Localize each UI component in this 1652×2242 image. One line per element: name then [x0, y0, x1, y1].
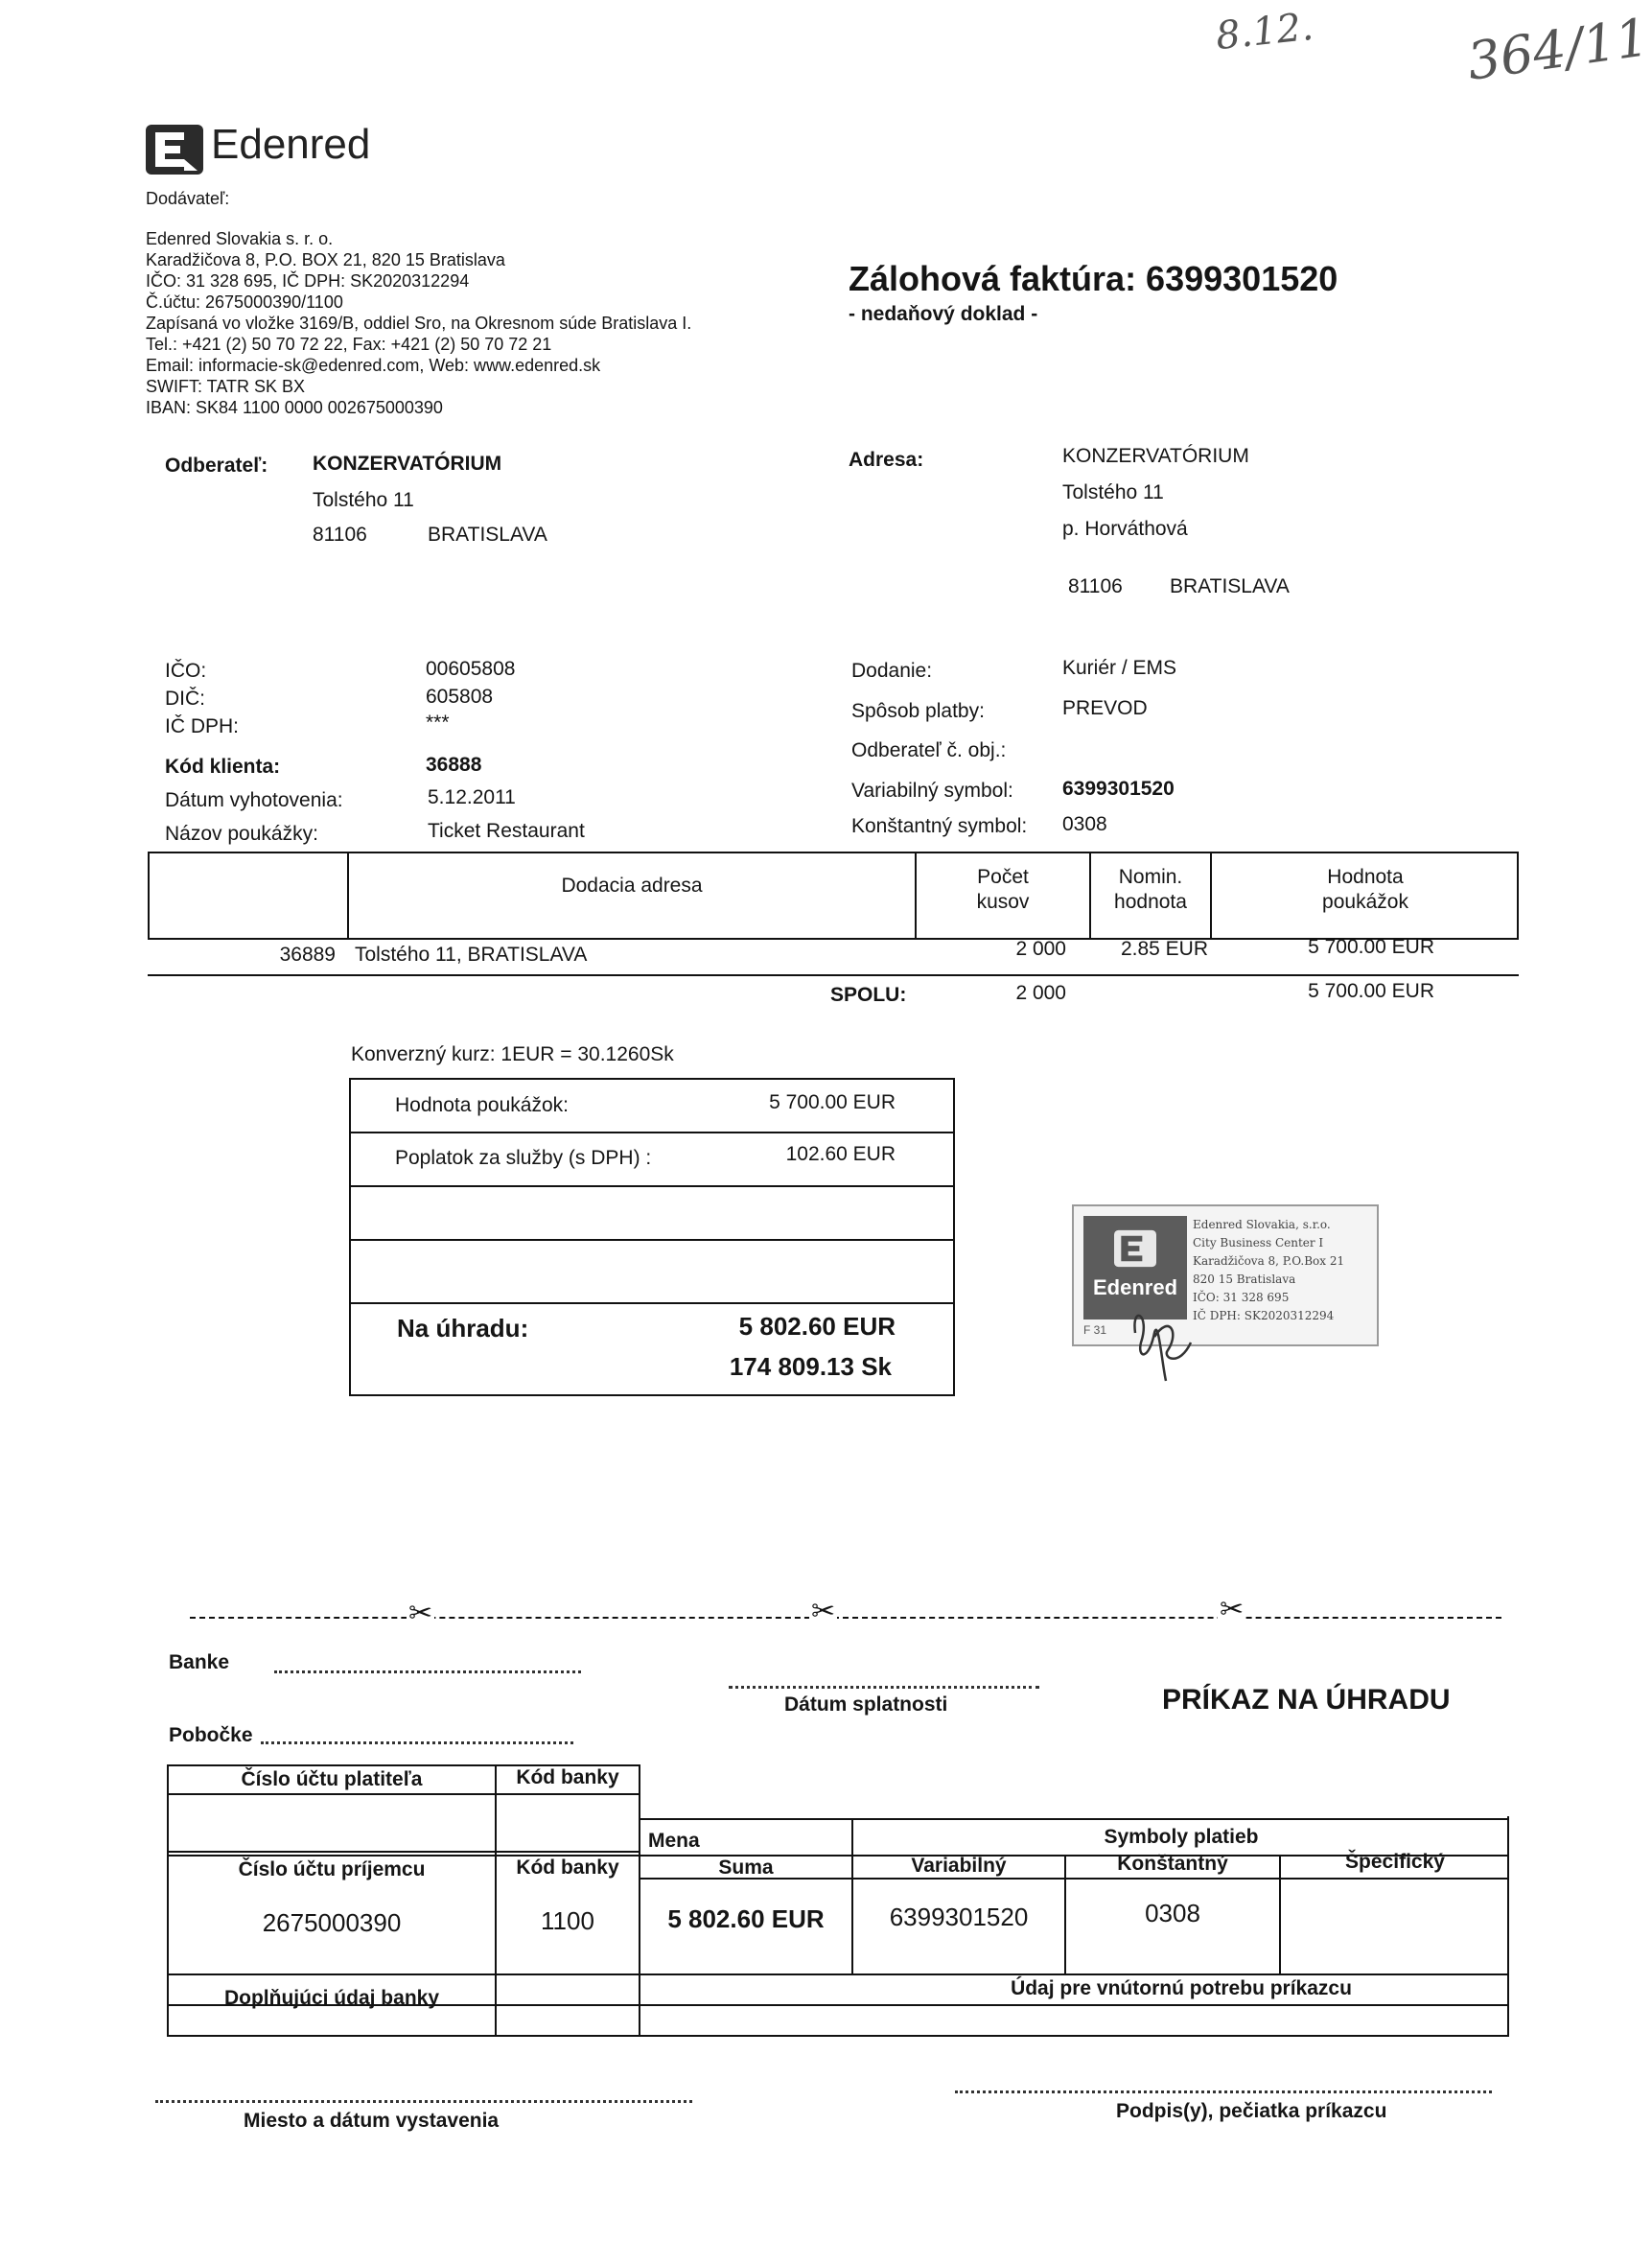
scissors-icon: ✂ [408, 1598, 433, 1629]
col-count-line2: kusov [976, 891, 1030, 913]
address-street: Tolstého 11 [1062, 481, 1164, 503]
customer-label: Odberateľ: [165, 455, 268, 477]
constant-symbol-label: Konštantný symbol: [851, 815, 1028, 837]
address-name: KONZERVATÓRIUM [1062, 445, 1249, 467]
voucher-name-label: Názov poukážky: [165, 823, 318, 845]
bank-label: Banke [169, 1651, 230, 1673]
client-code-label: Kód klienta: [165, 756, 281, 778]
stamp-line: Karadžičova 8, P.O.Box 21 [1193, 1254, 1345, 1268]
specific-label: Špecifický [1345, 1851, 1445, 1873]
payment-method-value: PREVOD [1062, 697, 1148, 719]
constant-label: Konštantný [1117, 1853, 1228, 1875]
bank-code-label-2: Kód banky [516, 1857, 619, 1879]
voucher-value-label: Hodnota poukážok: [395, 1094, 569, 1116]
ic-dph-value: *** [426, 712, 450, 734]
supplier-line: Zapísaná vo vložke 3169/B, oddiel Sro, na Okresnom súde Bratislava I. [146, 314, 692, 333]
amount-label: Suma [718, 1857, 774, 1879]
constant-value: 0308 [1145, 1899, 1200, 1927]
total-separator [148, 974, 1519, 976]
branch-dotted-line [261, 1741, 573, 1744]
bank-code-label: Kód banky [516, 1766, 619, 1788]
supplier-line: Tel.: +421 (2) 50 70 72 22, Fax: +421 (2) 50 70 72 21 [146, 335, 552, 354]
col-nominal-line2: hodnota [1114, 891, 1187, 913]
col-count-line1: Počet [977, 866, 1029, 888]
symbols-label: Symboly platieb [1104, 1826, 1259, 1848]
row-client-code: 36889 [279, 944, 336, 966]
dic-label: DIČ: [165, 688, 205, 710]
variable-symbol-label: Variabilný symbol: [851, 780, 1013, 802]
handwritten-date-note: 8.12. [1213, 4, 1315, 59]
payee-account-label: Číslo účtu príjemcu [238, 1858, 426, 1880]
supplier-line: IBAN: SK84 1100 0000 002675000390 [146, 398, 443, 417]
stamp-line: IČO: 31 328 695 [1193, 1291, 1290, 1304]
amount-due-label: Na úhradu: [397, 1314, 529, 1343]
address-attn: p. Horváthová [1062, 518, 1188, 540]
amount-due-eur: 5 802.60 EUR [738, 1312, 896, 1341]
constant-symbol-value: 0308 [1062, 813, 1107, 835]
dic-value: 605808 [426, 686, 494, 708]
col-value-line2: poukážok [1322, 891, 1408, 913]
total-value: 5 700.00 EUR [1308, 980, 1434, 1002]
customer-street: Tolstého 11 [313, 489, 414, 511]
scissors-icon: ✂ [1220, 1594, 1245, 1625]
bank-code-value: 1100 [541, 1906, 594, 1935]
payee-account-value: 2675000390 [262, 1908, 402, 1937]
delivery-value: Kuriér / EMS [1062, 657, 1177, 679]
voucher-value-amount: 5 700.00 EUR [769, 1091, 896, 1113]
stamp-line: IČ DPH: SK2020312294 [1193, 1309, 1335, 1322]
total-label: SPOLU: [830, 984, 907, 1006]
scissors-icon: ✂ [811, 1596, 836, 1627]
signature [1112, 1275, 1227, 1390]
address-city: BRATISLAVA [1170, 575, 1290, 597]
client-code-value: 36888 [426, 754, 482, 776]
customer-name: KONZERVATÓRIUM [313, 453, 502, 475]
supplier-line: Email: informacie-sk@edenred.com, Web: www.edenred.sk [146, 356, 601, 375]
internal-use-label: Údaj pre vnútornú potrebu príkazcu [1011, 1977, 1352, 1999]
handwritten-number-note: 364/11 [1463, 7, 1652, 92]
issue-date-value: 5.12.2011 [428, 786, 516, 808]
order-number-label: Odberateľ č. obj.: [851, 739, 1007, 761]
service-fee-amount: 102.60 EUR [785, 1143, 896, 1165]
summary-box [349, 1078, 955, 1396]
customer-zip: 81106 [313, 524, 367, 546]
supplier-line: Karadžičova 8, P.O. BOX 21, 820 15 Bratislava [146, 250, 505, 269]
invoice-subtitle: - nedaňový doklad - [849, 303, 1038, 325]
stamp-line: Edenred Slovakia, s.r.o. [1193, 1218, 1331, 1231]
col-count [917, 865, 1089, 915]
stamp-logo-text: Edenred [1092, 1275, 1178, 1299]
supplier-line: Edenred Slovakia s. r. o. [146, 229, 334, 248]
voucher-name-value: Ticket Restaurant [428, 820, 585, 842]
signature-label: Podpis(y), pečiatka príkazcu [1116, 2100, 1387, 2122]
customer-city: BRATISLAVA [428, 524, 547, 546]
row-address: Tolstého 11, BRATISLAVA [355, 944, 588, 966]
stamp-code: F 31 [1083, 1323, 1107, 1337]
bank-info-label: Doplňujúci údaj banky [223, 1987, 440, 2009]
supplier-label: Dodávateľ: [146, 189, 230, 208]
supplier-block [146, 228, 691, 418]
variable-value: 6399301520 [889, 1903, 1029, 1931]
payer-account-label: Číslo účtu platiteľa [241, 1768, 423, 1790]
bank-dotted-line [274, 1670, 581, 1673]
row-nominal: 2.85 EUR [1120, 938, 1208, 960]
due-date-label: Dátum splatnosti [784, 1693, 948, 1716]
stamp-line: 820 15 Bratislava [1193, 1273, 1296, 1286]
col-voucher-value [1212, 865, 1519, 915]
col-value-line1: Hodnota [1327, 866, 1404, 888]
row-value: 5 700.00 EUR [1308, 936, 1434, 958]
amount-value: 5 802.60 EUR [667, 1904, 825, 1933]
brand-name: Edenred [211, 121, 371, 168]
issue-date-label: Dátum vyhotovenia: [165, 789, 343, 811]
delivery-label: Dodanie: [851, 660, 933, 682]
cut-line [190, 1617, 1501, 1619]
conversion-rate: Konverzný kurz: 1EUR = 30.1260Sk [351, 1043, 674, 1065]
supplier-line: IČO: 31 328 695, IČ DPH: SK2020312294 [146, 271, 470, 291]
col-delivery-address: Dodacia adresa [561, 875, 703, 897]
invoice-title: Zálohová faktúra: 6399301520 [849, 259, 1338, 298]
row-count: 2 000 [1015, 938, 1066, 960]
address-label: Adresa: [849, 449, 924, 471]
amount-due-sk: 174 809.13 Sk [729, 1352, 892, 1381]
address-zip: 81106 [1068, 575, 1123, 597]
service-fee-label: Poplatok za služby (s DPH) : [395, 1147, 652, 1169]
col-nominal-line1: Nomin. [1118, 866, 1183, 888]
place-date-label: Miesto a dátum vystavenia [244, 2110, 500, 2132]
supplier-line: SWIFT: TATR SK BX [146, 377, 306, 396]
total-count: 2 000 [1015, 982, 1066, 1004]
branch-label: Pobočke [169, 1724, 253, 1746]
due-date-dotted-line [729, 1686, 1039, 1689]
payment-order-title: PRÍKAZ NA ÚHRADU [1162, 1684, 1451, 1716]
stamp-line: City Business Center I [1193, 1236, 1324, 1249]
edenred-logo-icon [146, 125, 203, 175]
col-nominal [1091, 865, 1210, 915]
ico-value: 00605808 [426, 658, 516, 680]
currency-label: Mena [648, 1830, 700, 1852]
place-date-dotted-line [155, 2100, 692, 2103]
payment-method-label: Spôsob platby: [851, 700, 985, 722]
variable-label: Variabilný [911, 1855, 1007, 1877]
stamp-logo-icon [1114, 1227, 1156, 1270]
ico-label: IČO: [165, 660, 207, 682]
signature-dotted-line [955, 2090, 1492, 2093]
ic-dph-label: IČ DPH: [165, 715, 240, 737]
supplier-line: Č.účtu: 2675000390/1100 [146, 292, 343, 312]
variable-symbol-value: 6399301520 [1062, 778, 1175, 800]
